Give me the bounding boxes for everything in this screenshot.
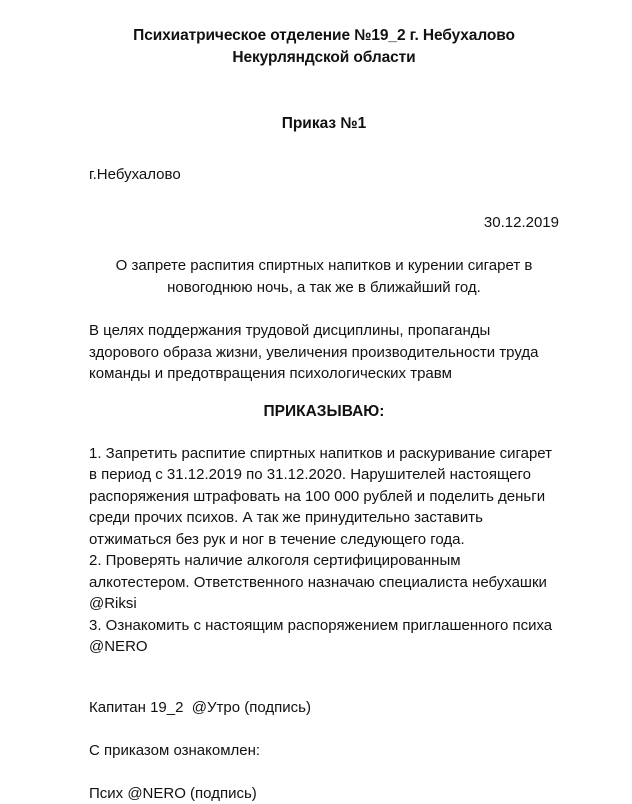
- date-line: 30.12.2019: [483, 214, 559, 231]
- command-heading: ПРИКАЗЫВАЮ:: [263, 402, 385, 420]
- order-clause: 1. Запретить распитие спиртных напитков и раскуривание сигарет в период с 31.12.2019 по 31.12.2020. Нарушителей настоящего распоряжения штрафовать на 100 000 рублей и поделить деньги среди прочих психов. А так же принудительно заставить отжиматься без рук и ног в течение следующего года.: [89, 444, 557, 548]
- document-title-line-2: Некурляндской области: [232, 49, 416, 66]
- order-subject: О запрете распития спиртных напитков и курении сигарет в новогоднюю ночь, а так же в ближайший год.: [115, 257, 533, 296]
- document-body: [89, 0, 559, 804]
- acknowledgement-label: С приказом ознакомлен:: [89, 741, 261, 759]
- signature-captain: Капитан 19_2 @Утро (подпись): [89, 698, 311, 716]
- document-title-line-1: Психиатрическое отделение №19_2 г. Небухалово: [133, 27, 515, 44]
- city-line: г.Небухалово: [89, 166, 181, 183]
- order-clause: 3. Ознакомить с настоящим распоряжением приглашенного психа @NERO: [89, 616, 557, 655]
- order-purpose: В целях поддержания трудовой дисциплины, пропаганды здорового образа жизни, увеличения производительности труда команды и предотвращения психологических травм: [89, 322, 539, 382]
- document-title: [89, 25, 559, 69]
- order-number-heading: Приказ №1: [281, 115, 367, 132]
- order-clause: 2. Проверять наличие алкоголя сертифицированным алкотестером. Ответственного назначаю специалиста небухашки @Riksi: [89, 552, 556, 612]
- order-clauses: [89, 443, 559, 658]
- signature-psych: Псих @NERO (подпись): [89, 784, 257, 802]
